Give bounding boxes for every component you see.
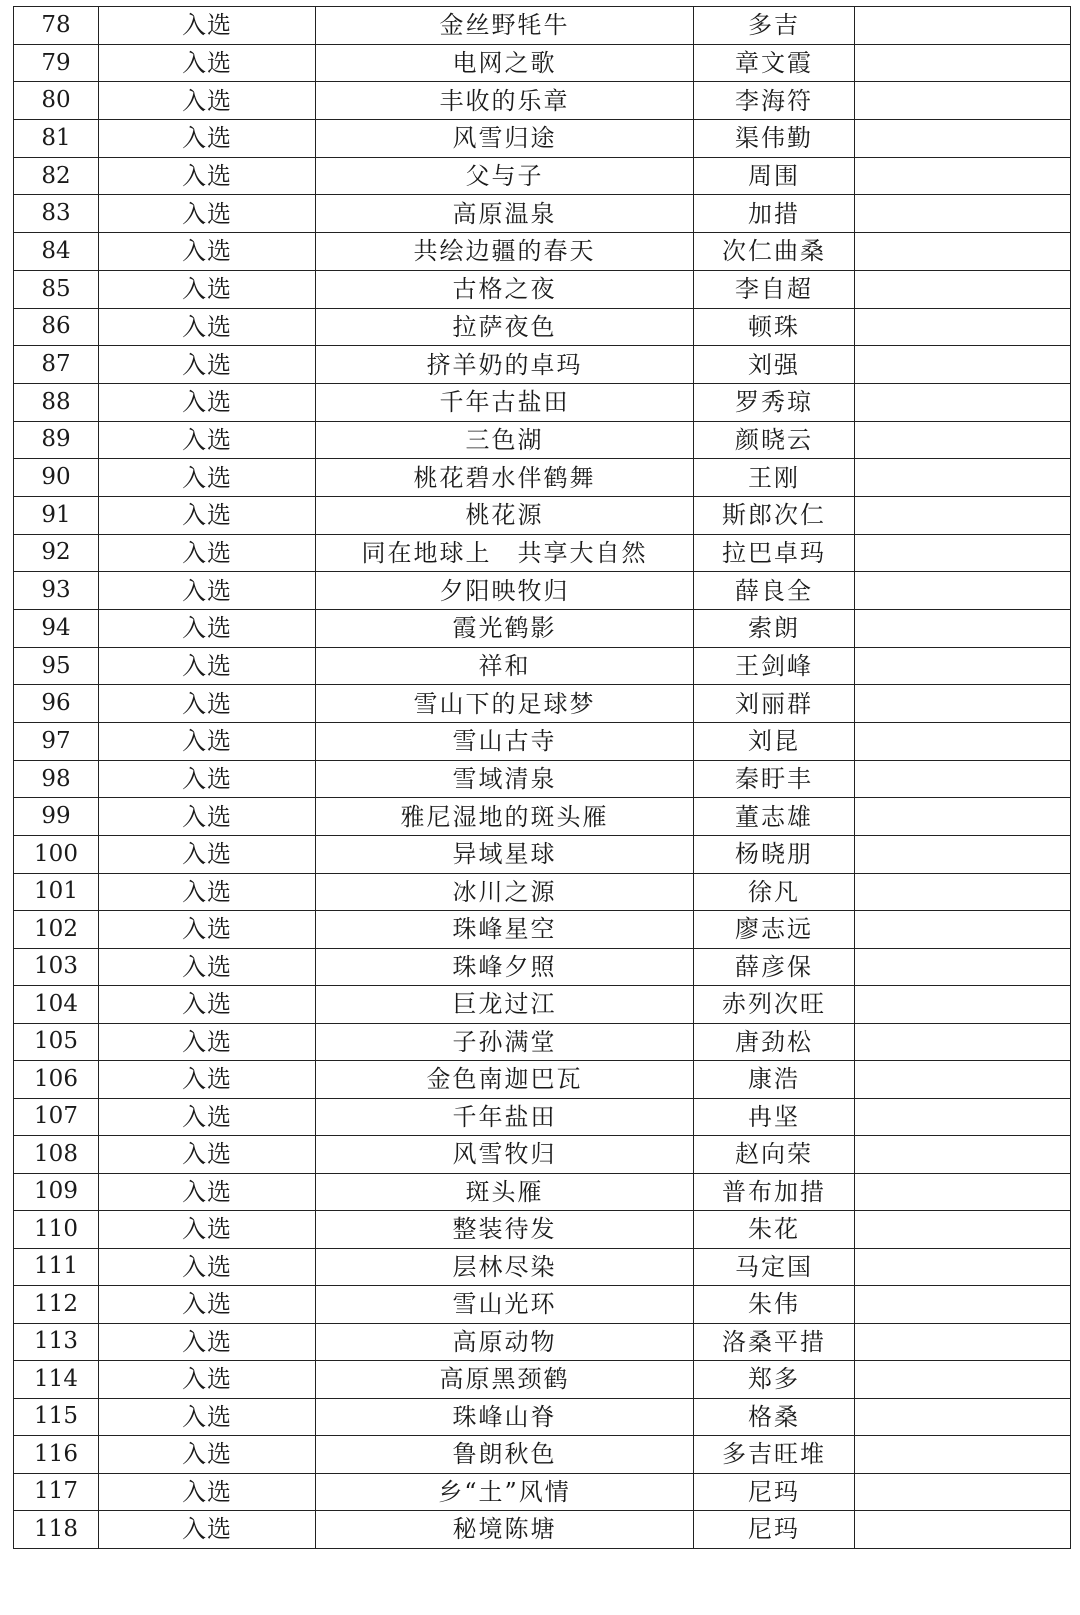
row-number-cell: 83: [14, 195, 99, 233]
remark-cell: [855, 195, 1071, 233]
row-number-cell: 82: [14, 157, 99, 195]
row-number-cell: 79: [14, 44, 99, 82]
remark-cell: [855, 723, 1071, 761]
row-number-cell: 111: [14, 1248, 99, 1286]
remark-cell: [855, 233, 1071, 271]
work-title-cell: 珠峰山脊: [316, 1398, 694, 1436]
results-table: [13, 6, 1071, 1549]
row-number-cell: 96: [14, 685, 99, 723]
remark-cell: [855, 1098, 1071, 1136]
row-number-cell: 92: [14, 534, 99, 572]
row-number-cell: 81: [14, 120, 99, 158]
table-row: [14, 1361, 1071, 1399]
author-cell: 格桑: [694, 1398, 855, 1436]
result-cell: 入选: [99, 308, 316, 346]
row-number-cell: 84: [14, 233, 99, 271]
row-number-cell: 116: [14, 1436, 99, 1474]
table-row: [14, 647, 1071, 685]
author-cell: 廖志远: [694, 911, 855, 949]
work-title-cell: 高原黑颈鹤: [316, 1361, 694, 1399]
row-number-cell: 104: [14, 986, 99, 1024]
author-cell: 罗秀琼: [694, 383, 855, 421]
table-row: [14, 7, 1071, 45]
table-row: [14, 1398, 1071, 1436]
remark-cell: [855, 986, 1071, 1024]
author-cell: 朱伟: [694, 1286, 855, 1324]
row-number-cell: 89: [14, 421, 99, 459]
table-row: [14, 1473, 1071, 1511]
table-row: [14, 1136, 1071, 1174]
table-row: [14, 873, 1071, 911]
remark-cell: [855, 948, 1071, 986]
result-cell: 入选: [99, 1473, 316, 1511]
row-number-cell: 95: [14, 647, 99, 685]
row-number-cell: 107: [14, 1098, 99, 1136]
result-cell: 入选: [99, 459, 316, 497]
table-row: [14, 836, 1071, 874]
row-number-cell: 113: [14, 1323, 99, 1361]
remark-cell: [855, 836, 1071, 874]
result-cell: 入选: [99, 610, 316, 648]
row-number-cell: 85: [14, 270, 99, 308]
remark-cell: [855, 1511, 1071, 1549]
work-title-cell: 珠峰夕照: [316, 948, 694, 986]
author-cell: 赤列次旺: [694, 986, 855, 1024]
result-cell: 入选: [99, 120, 316, 158]
author-cell: 李自超: [694, 270, 855, 308]
result-cell: 入选: [99, 798, 316, 836]
table-row: [14, 195, 1071, 233]
author-cell: 薛彦保: [694, 948, 855, 986]
table-row: [14, 1323, 1071, 1361]
table-row: [14, 572, 1071, 610]
work-title-cell: 金色南迦巴瓦: [316, 1061, 694, 1099]
work-title-cell: 夕阳映牧归: [316, 572, 694, 610]
table-row: [14, 610, 1071, 648]
work-title-cell: 高原温泉: [316, 195, 694, 233]
remark-cell: [855, 44, 1071, 82]
author-cell: 尼玛: [694, 1473, 855, 1511]
work-title-cell: 子孙满堂: [316, 1023, 694, 1061]
remark-cell: [855, 346, 1071, 384]
remark-cell: [855, 1211, 1071, 1249]
row-number-cell: 109: [14, 1173, 99, 1211]
result-cell: 入选: [99, 723, 316, 761]
result-cell: 入选: [99, 1436, 316, 1474]
remark-cell: [855, 798, 1071, 836]
work-title-cell: 雪山古寺: [316, 723, 694, 761]
row-number-cell: 88: [14, 383, 99, 421]
row-number-cell: 86: [14, 308, 99, 346]
table-row: [14, 1023, 1071, 1061]
result-cell: 入选: [99, 986, 316, 1024]
work-title-cell: 珠峰星空: [316, 911, 694, 949]
table-row: [14, 233, 1071, 271]
work-title-cell: 乡“土”风情: [316, 1473, 694, 1511]
author-cell: 王刚: [694, 459, 855, 497]
work-title-cell: 千年盐田: [316, 1098, 694, 1136]
result-cell: 入选: [99, 82, 316, 120]
remark-cell: [855, 572, 1071, 610]
author-cell: 秦盱丰: [694, 760, 855, 798]
work-title-cell: 电网之歌: [316, 44, 694, 82]
work-title-cell: 雪山光环: [316, 1286, 694, 1324]
result-cell: 入选: [99, 1136, 316, 1174]
remark-cell: [855, 1248, 1071, 1286]
remark-cell: [855, 270, 1071, 308]
author-cell: 李海符: [694, 82, 855, 120]
result-cell: 入选: [99, 1023, 316, 1061]
remark-cell: [855, 308, 1071, 346]
table-row: [14, 270, 1071, 308]
remark-cell: [855, 1361, 1071, 1399]
remark-cell: [855, 459, 1071, 497]
result-cell: 入选: [99, 270, 316, 308]
row-number-cell: 110: [14, 1211, 99, 1249]
author-cell: 顿珠: [694, 308, 855, 346]
row-number-cell: 87: [14, 346, 99, 384]
table-row: [14, 760, 1071, 798]
work-title-cell: 雅尼湿地的斑头雁: [316, 798, 694, 836]
author-cell: 马定国: [694, 1248, 855, 1286]
remark-cell: [855, 1136, 1071, 1174]
result-cell: 入选: [99, 44, 316, 82]
result-cell: 入选: [99, 1323, 316, 1361]
table-row: [14, 534, 1071, 572]
author-cell: 周围: [694, 157, 855, 195]
table-row: [14, 1098, 1071, 1136]
remark-cell: [855, 1173, 1071, 1211]
table-row: [14, 496, 1071, 534]
result-cell: 入选: [99, 760, 316, 798]
result-cell: 入选: [99, 1248, 316, 1286]
work-title-cell: 雪山下的足球梦: [316, 685, 694, 723]
work-title-cell: 金丝野牦牛: [316, 7, 694, 45]
author-cell: 刘强: [694, 346, 855, 384]
work-title-cell: 鲁朗秋色: [316, 1436, 694, 1474]
work-title-cell: 整装待发: [316, 1211, 694, 1249]
work-title-cell: 古格之夜: [316, 270, 694, 308]
work-title-cell: 祥和: [316, 647, 694, 685]
work-title-cell: 风雪牧归: [316, 1136, 694, 1174]
result-cell: 入选: [99, 1398, 316, 1436]
row-number-cell: 93: [14, 572, 99, 610]
work-title-cell: 风雪归途: [316, 120, 694, 158]
work-title-cell: 雪域清泉: [316, 760, 694, 798]
remark-cell: [855, 1398, 1071, 1436]
author-cell: 朱花: [694, 1211, 855, 1249]
author-cell: 颜晓云: [694, 421, 855, 459]
row-number-cell: 117: [14, 1473, 99, 1511]
row-number-cell: 94: [14, 610, 99, 648]
author-cell: 赵向荣: [694, 1136, 855, 1174]
author-cell: 薛良全: [694, 572, 855, 610]
result-cell: 入选: [99, 1098, 316, 1136]
remark-cell: [855, 873, 1071, 911]
remark-cell: [855, 82, 1071, 120]
work-title-cell: 拉萨夜色: [316, 308, 694, 346]
result-cell: 入选: [99, 195, 316, 233]
table-body: [14, 7, 1071, 1549]
author-cell: 索朗: [694, 610, 855, 648]
table-row: [14, 421, 1071, 459]
result-cell: 入选: [99, 1511, 316, 1549]
result-cell: 入选: [99, 647, 316, 685]
row-number-cell: 90: [14, 459, 99, 497]
result-cell: 入选: [99, 836, 316, 874]
table-row: [14, 1511, 1071, 1549]
row-number-cell: 102: [14, 911, 99, 949]
table-row: [14, 346, 1071, 384]
remark-cell: [855, 911, 1071, 949]
remark-cell: [855, 383, 1071, 421]
table-row: [14, 798, 1071, 836]
work-title-cell: 霞光鹤影: [316, 610, 694, 648]
author-cell: 刘丽群: [694, 685, 855, 723]
table-row: [14, 120, 1071, 158]
remark-cell: [855, 421, 1071, 459]
result-cell: 入选: [99, 1361, 316, 1399]
remark-cell: [855, 1473, 1071, 1511]
author-cell: 洛桑平措: [694, 1323, 855, 1361]
author-cell: 董志雄: [694, 798, 855, 836]
work-title-cell: 高原动物: [316, 1323, 694, 1361]
author-cell: 尼玛: [694, 1511, 855, 1549]
remark-cell: [855, 1436, 1071, 1474]
work-title-cell: 异域星球: [316, 836, 694, 874]
row-number-cell: 106: [14, 1061, 99, 1099]
work-title-cell: 挤羊奶的卓玛: [316, 346, 694, 384]
row-number-cell: 108: [14, 1136, 99, 1174]
table-row: [14, 1436, 1071, 1474]
author-cell: 章文霞: [694, 44, 855, 82]
result-cell: 入选: [99, 496, 316, 534]
result-cell: 入选: [99, 157, 316, 195]
remark-cell: [855, 1286, 1071, 1324]
work-title-cell: 父与子: [316, 157, 694, 195]
result-cell: 入选: [99, 421, 316, 459]
row-number-cell: 103: [14, 948, 99, 986]
row-number-cell: 118: [14, 1511, 99, 1549]
table-row: [14, 1211, 1071, 1249]
author-cell: 徐凡: [694, 873, 855, 911]
result-cell: 入选: [99, 685, 316, 723]
row-number-cell: 91: [14, 496, 99, 534]
result-cell: 入选: [99, 948, 316, 986]
work-title-cell: 共绘边疆的春天: [316, 233, 694, 271]
row-number-cell: 101: [14, 873, 99, 911]
work-title-cell: 桃花碧水伴鹤舞: [316, 459, 694, 497]
work-title-cell: 丰收的乐章: [316, 82, 694, 120]
author-cell: 渠伟勤: [694, 120, 855, 158]
table-row: [14, 723, 1071, 761]
author-cell: 斯郎次仁: [694, 496, 855, 534]
result-cell: 入选: [99, 1286, 316, 1324]
author-cell: 拉巴卓玛: [694, 534, 855, 572]
row-number-cell: 80: [14, 82, 99, 120]
remark-cell: [855, 1323, 1071, 1361]
remark-cell: [855, 647, 1071, 685]
remark-cell: [855, 534, 1071, 572]
row-number-cell: 97: [14, 723, 99, 761]
author-cell: 康浩: [694, 1061, 855, 1099]
work-title-cell: 同在地球上 共享大自然: [316, 534, 694, 572]
work-title-cell: 秘境陈塘: [316, 1511, 694, 1549]
work-title-cell: 层林尽染: [316, 1248, 694, 1286]
author-cell: 刘昆: [694, 723, 855, 761]
remark-cell: [855, 760, 1071, 798]
author-cell: 多吉旺堆: [694, 1436, 855, 1474]
remark-cell: [855, 1061, 1071, 1099]
result-cell: 入选: [99, 1173, 316, 1211]
remark-cell: [855, 496, 1071, 534]
table-row: [14, 685, 1071, 723]
author-cell: 次仁曲桑: [694, 233, 855, 271]
work-title-cell: 千年古盐田: [316, 383, 694, 421]
row-number-cell: 115: [14, 1398, 99, 1436]
result-cell: 入选: [99, 911, 316, 949]
table-row: [14, 1173, 1071, 1211]
table-row: [14, 1286, 1071, 1324]
work-title-cell: 斑头雁: [316, 1173, 694, 1211]
table-row: [14, 948, 1071, 986]
table-row: [14, 44, 1071, 82]
row-number-cell: 99: [14, 798, 99, 836]
author-cell: 杨晓朋: [694, 836, 855, 874]
table-row: [14, 157, 1071, 195]
author-cell: 多吉: [694, 7, 855, 45]
remark-cell: [855, 685, 1071, 723]
result-cell: 入选: [99, 572, 316, 610]
table-row: [14, 911, 1071, 949]
remark-cell: [855, 120, 1071, 158]
remark-cell: [855, 7, 1071, 45]
row-number-cell: 114: [14, 1361, 99, 1399]
remark-cell: [855, 157, 1071, 195]
row-number-cell: 105: [14, 1023, 99, 1061]
author-cell: 王剑峰: [694, 647, 855, 685]
table-row: [14, 383, 1071, 421]
author-cell: 唐劲松: [694, 1023, 855, 1061]
result-cell: 入选: [99, 873, 316, 911]
row-number-cell: 78: [14, 7, 99, 45]
remark-cell: [855, 1023, 1071, 1061]
result-cell: 入选: [99, 1211, 316, 1249]
result-cell: 入选: [99, 383, 316, 421]
result-cell: 入选: [99, 346, 316, 384]
row-number-cell: 98: [14, 760, 99, 798]
work-title-cell: 冰川之源: [316, 873, 694, 911]
table-row: [14, 308, 1071, 346]
work-title-cell: 桃花源: [316, 496, 694, 534]
result-cell: 入选: [99, 7, 316, 45]
table-row: [14, 1061, 1071, 1099]
table-row: [14, 82, 1071, 120]
table-row: [14, 459, 1071, 497]
work-title-cell: 巨龙过江: [316, 986, 694, 1024]
author-cell: 冉坚: [694, 1098, 855, 1136]
result-cell: 入选: [99, 233, 316, 271]
row-number-cell: 100: [14, 836, 99, 874]
table-row: [14, 986, 1071, 1024]
author-cell: 加措: [694, 195, 855, 233]
result-cell: 入选: [99, 534, 316, 572]
row-number-cell: 112: [14, 1286, 99, 1324]
table-row: [14, 1248, 1071, 1286]
author-cell: 郑多: [694, 1361, 855, 1399]
author-cell: 普布加措: [694, 1173, 855, 1211]
work-title-cell: 三色湖: [316, 421, 694, 459]
remark-cell: [855, 610, 1071, 648]
result-cell: 入选: [99, 1061, 316, 1099]
